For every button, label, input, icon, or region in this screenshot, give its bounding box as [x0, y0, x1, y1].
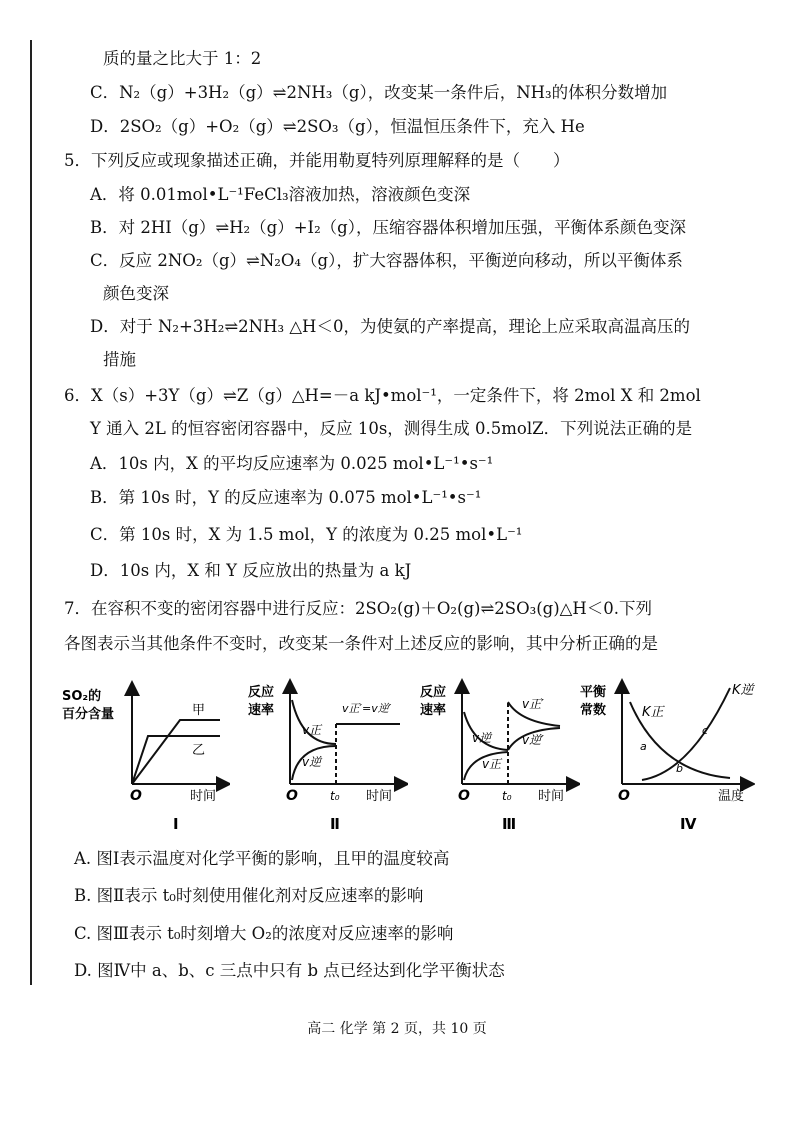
question-7: 7．在容积不变的密闭容器中进行反应：2SO₂(g)＋O₂(g)⇌2SO₃(g)△H＜0.下列 — [64, 599, 652, 618]
option-7d: D. 图Ⅳ中 a、b、c 三点中只有 b 点已经达到化学平衡状态 — [74, 961, 505, 980]
fig2-v-reverse-label: v逆 — [302, 755, 322, 769]
figure-1 — [60, 672, 230, 832]
fig1-series-jia: 甲 — [192, 703, 206, 718]
option-6d: D．10s 内，X 和 Y 反应放出的热量为 a kJ — [90, 561, 412, 580]
fig4-point-a: a — [640, 740, 647, 753]
fig1-ylabel-1: SO₂的 — [62, 689, 102, 704]
option-4c: C．N₂（g）+3H₂（g）⇌2NH₃（g），改变某一条件后，NH₃的体积分数增加 — [90, 83, 668, 102]
margin-line — [30, 40, 32, 985]
option-5d-cont: 措施 — [103, 350, 136, 369]
option-5a: A．将 0.01mol•L⁻¹FeCl₃溶液加热，溶液颜色变深 — [90, 185, 471, 204]
option-5c-cont: 颜色变深 — [103, 284, 169, 303]
figure-3 — [410, 672, 580, 832]
fig4-k-reverse-label: K逆 — [732, 683, 754, 698]
fig2-origin: O — [286, 788, 298, 804]
option-4d: D．2SO₂（g）+O₂（g）⇌2SO₃（g），恒温恒压条件下，充入 He — [90, 117, 585, 136]
fig2-t0: t₀ — [330, 789, 340, 803]
option-5c: C．反应 2NO₂（g）⇌N₂O₄（g），扩大容器体积，平衡逆向移动，所以平衡体系 — [90, 251, 683, 270]
option-7a: A. 图Ⅰ表示温度对化学平衡的影响，且甲的温度较高 — [74, 849, 450, 868]
fig4-origin: O — [618, 788, 630, 804]
fig2-caption: Ⅱ — [330, 815, 340, 832]
fig1-origin: O — [130, 788, 142, 804]
fig3-origin: O — [458, 788, 470, 804]
fig3-v-reverse-new-label: v逆′ — [522, 733, 544, 747]
fig3-v-reverse-label: v逆 — [472, 731, 492, 745]
text-line-1: 质的量之比大于 1：2 — [103, 49, 262, 68]
fig1-series-yi: 乙 — [192, 743, 206, 758]
fig4-k-forward-label: K正 — [642, 705, 664, 720]
question-5: 5．下列反应或现象描述正确，并能用勒夏特列原理解释的是（ ） — [64, 151, 570, 170]
option-7c: C. 图Ⅲ表示 t₀时刻增大 O₂的浓度对反应速率的影响 — [74, 924, 454, 943]
fig2-curve-forward — [292, 700, 336, 744]
fig2-ylabel-1: 反应 — [248, 685, 275, 700]
fig2-v-equal-label: v正′=v逆′ — [342, 702, 392, 715]
fig4-point-c: c — [702, 724, 709, 737]
fig4-ylabel-1: 平衡 — [580, 685, 607, 700]
option-7b: B. 图Ⅱ表示 t₀时刻使用催化剂对反应速率的影响 — [74, 886, 424, 905]
fig3-v-forward-label: v正 — [482, 757, 502, 771]
fig1-curve-jia — [132, 720, 220, 784]
option-6b: B．第 10s 时，Y 的反应速率为 0.075 mol•L⁻¹•s⁻¹ — [90, 488, 482, 507]
figure-2 — [238, 672, 408, 832]
fig4-ylabel-2: 常数 — [580, 703, 607, 718]
fig4-xlabel: 温度 — [718, 789, 745, 804]
option-5d: D．对于 N₂+3H₂⇌2NH₃ △H＜0，为使氨的产率提高，理论上应采取高温高压的 — [90, 317, 690, 336]
fig3-ylabel-2: 速率 — [420, 703, 447, 718]
question-6: 6．X（s）+3Y（g）⇌Z（g）△H=－a kJ•mol⁻¹，一定条件下，将 2mol X 和 2mol — [64, 386, 701, 405]
fig3-t0: t₀ — [502, 789, 512, 803]
question-6-cont: Y 通入 2L 的恒容密闭容器中，反应 10s，测得生成 0.5molZ．下列说法正确的是 — [90, 419, 693, 438]
fig1-xlabel: 时间 — [190, 789, 217, 804]
fig1-ylabel-2: 百分含量 — [62, 707, 115, 722]
fig3-xlabel: 时间 — [538, 789, 565, 804]
fig2-ylabel-2: 速率 — [248, 703, 275, 718]
fig3-caption: Ⅲ — [502, 815, 517, 832]
option-6c: C．第 10s 时，X 为 1.5 mol，Y 的浓度为 0.25 mol•L⁻¹ — [90, 525, 523, 544]
fig4-caption: Ⅳ — [680, 815, 697, 832]
question-7-cont: 各图表示当其他条件不变时，改变某一条件对上述反应的影响，其中分析正确的是 — [64, 634, 658, 653]
fig2-xlabel: 时间 — [366, 789, 393, 804]
fig2-v-forward-label: v正 — [302, 723, 322, 737]
figures-row — [60, 672, 760, 832]
option-6a: A．10s 内，X 的平均反应速率为 0.025 mol•L⁻¹•s⁻¹ — [90, 454, 494, 473]
fig1-caption: Ⅰ — [173, 815, 179, 832]
fig1-curve-yi — [132, 736, 220, 784]
figure-4 — [580, 672, 755, 832]
page-footer: 高二 化学 第 2 页，共 10 页 — [307, 1021, 487, 1037]
fig4-point-b: b — [676, 762, 683, 775]
fig3-ylabel-1: 反应 — [420, 685, 447, 700]
fig3-v-forward-new-label: v正′ — [522, 697, 544, 711]
option-5b: B．对 2HI（g）⇌H₂（g）+I₂（g），压缩容器体积增加压强，平衡体系颜色变深 — [90, 218, 686, 237]
